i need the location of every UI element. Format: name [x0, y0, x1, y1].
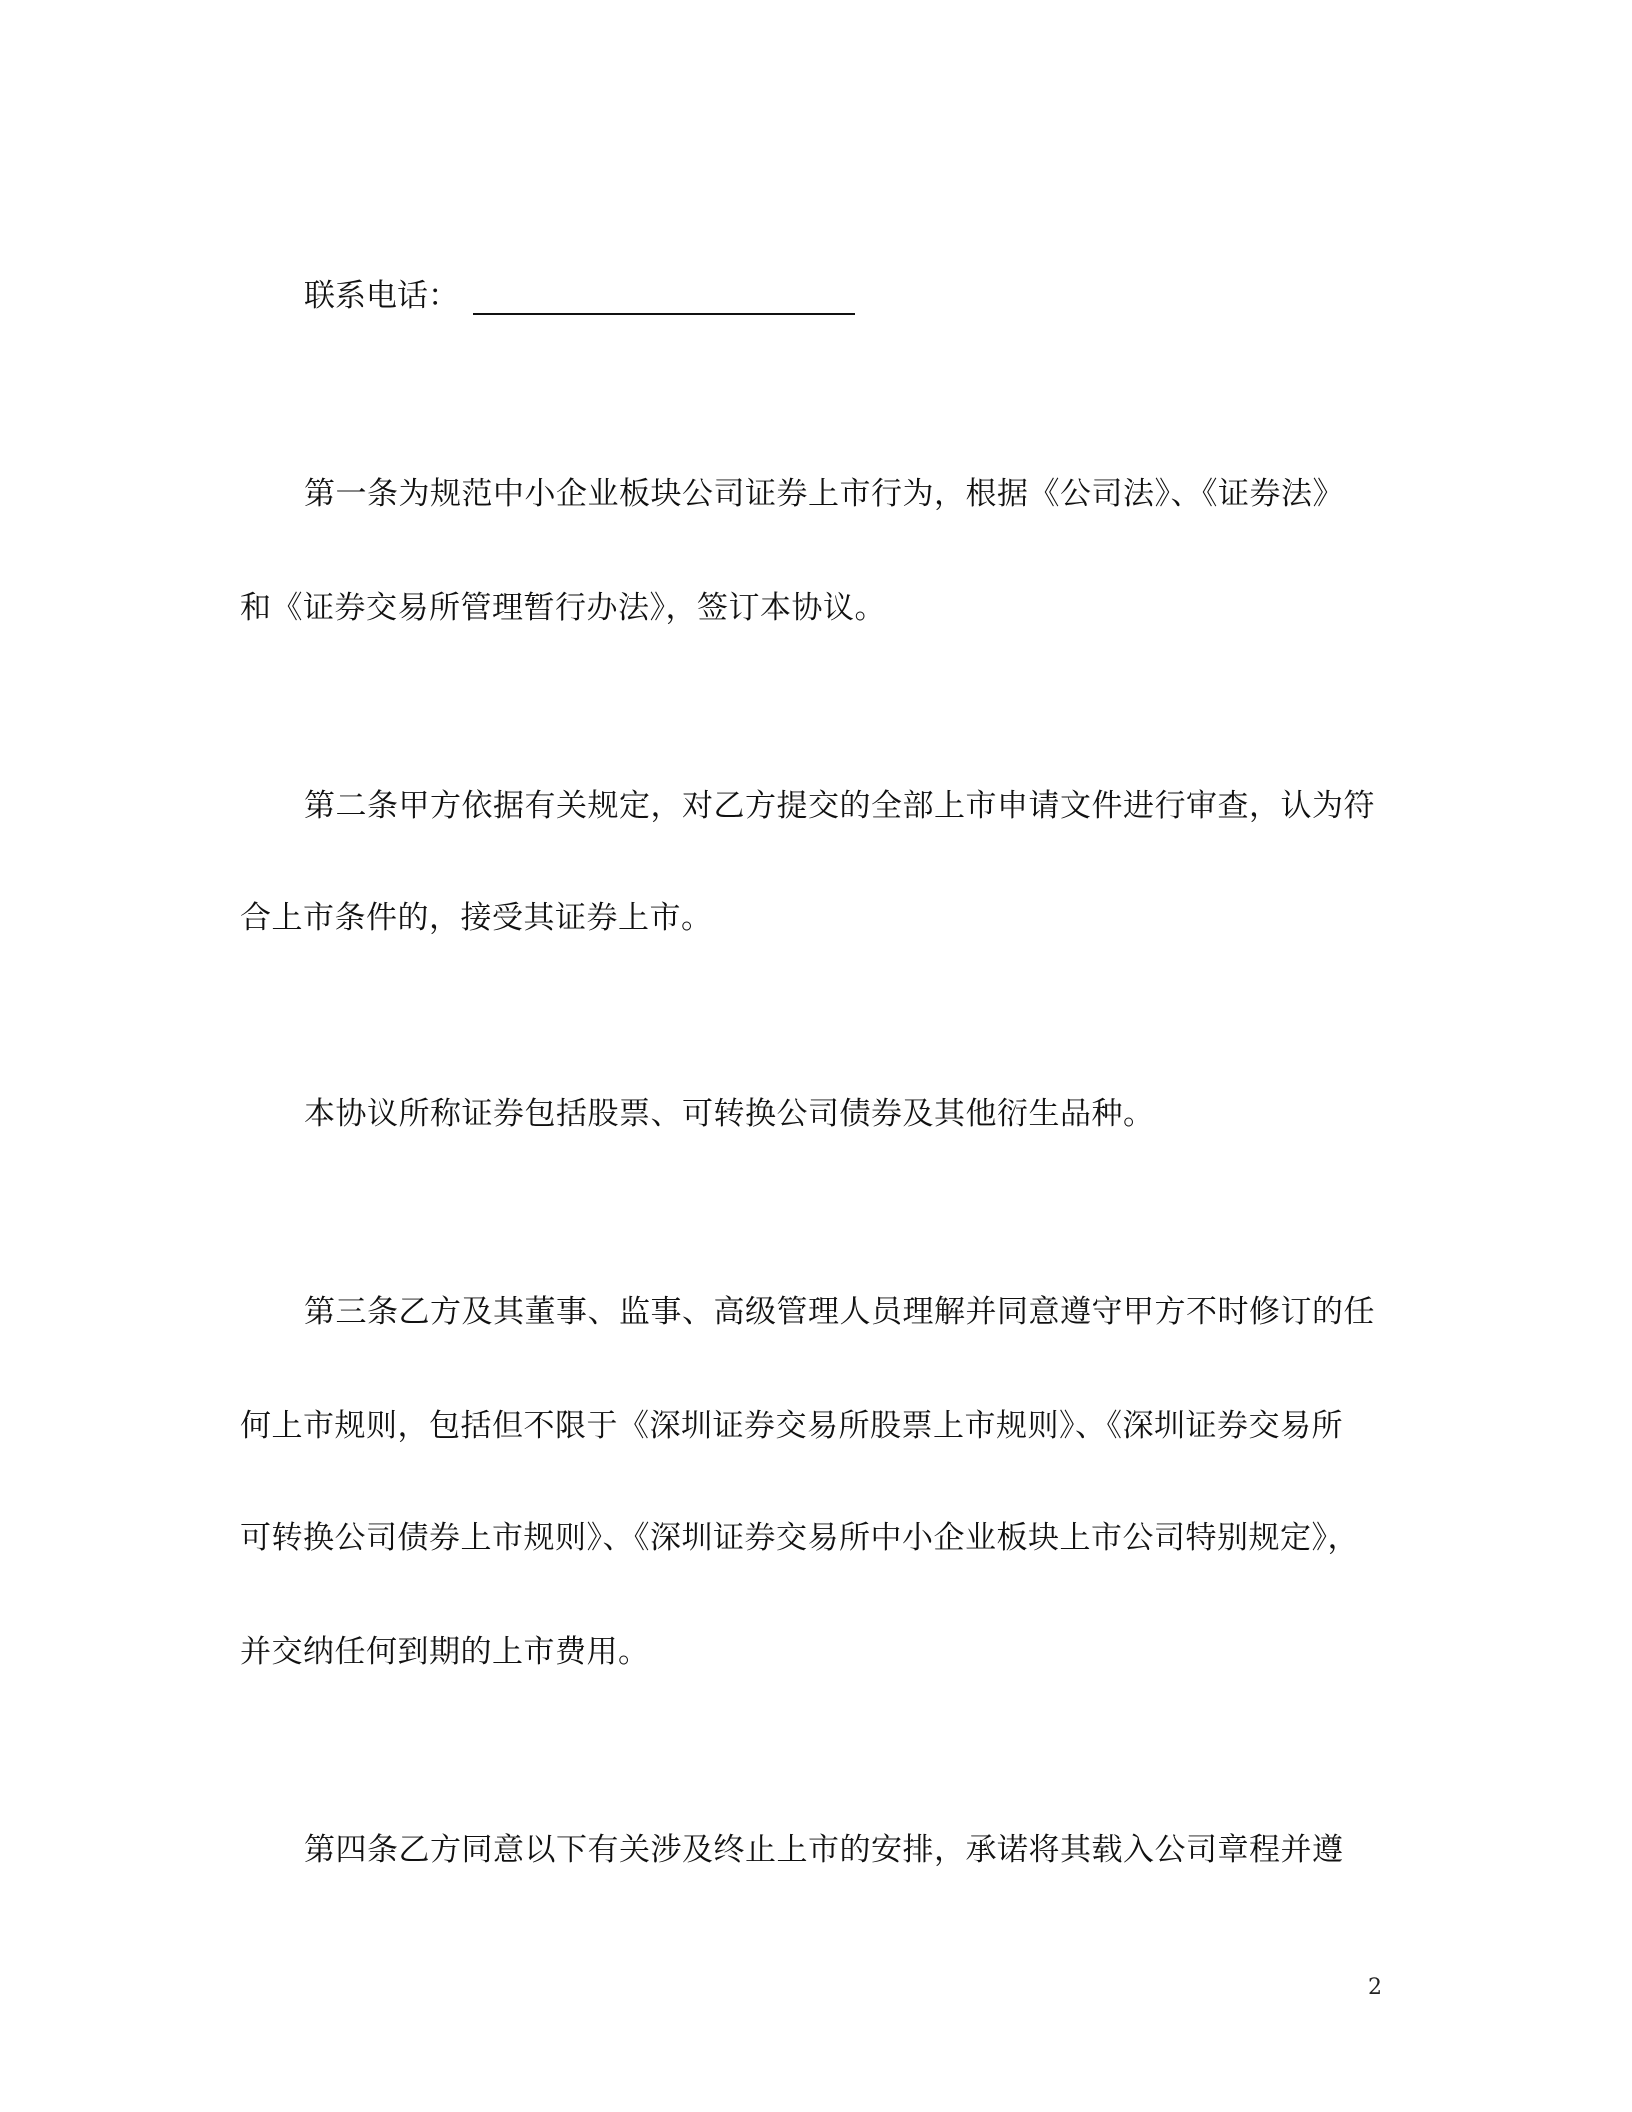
securities-definition-line: 本协议所称证券包括股票、可转换公司债券及其他衍生品种。 [304, 1096, 1155, 1132]
article-2-line-2: 合上市条件的，接受其证券上市。 [240, 900, 713, 936]
page-number: 2 [1368, 1975, 1382, 2000]
article-2-line-1: 第二条甲方依据有关规定，对乙方提交的全部上市申请文件进行审查，认为符 [304, 788, 1375, 824]
contact-phone-label: 联系电话： [304, 278, 459, 314]
article-1-line-2: 和《证券交易所管理暂行办法》，签订本协议。 [240, 590, 886, 626]
contact-phone-blank-line [473, 313, 855, 315]
article-4-line-1: 第四条乙方同意以下有关涉及终止上市的安排，承诺将其载入公司章程并遵 [304, 1832, 1344, 1868]
article-3-line-1: 第三条乙方及其董事、监事、高级管理人员理解并同意遵守甲方不时修订的任 [304, 1294, 1375, 1330]
contact-phone-row [304, 276, 855, 316]
article-1-line-1: 第一条为规范中小企业板块公司证券上市行为，根据《公司法》、《证券法》 [304, 476, 1344, 512]
article-3-line-2: 何上市规则，包括但不限于《深圳证券交易所股票上市规则》、《深圳证券交易所 [240, 1408, 1343, 1444]
article-3-line-3: 可转换公司债券上市规则》、《深圳证券交易所中小企业板块上市公司特别规定》， [240, 1520, 1359, 1556]
article-3-line-4: 并交纳任何到期的上市费用。 [240, 1634, 650, 1670]
